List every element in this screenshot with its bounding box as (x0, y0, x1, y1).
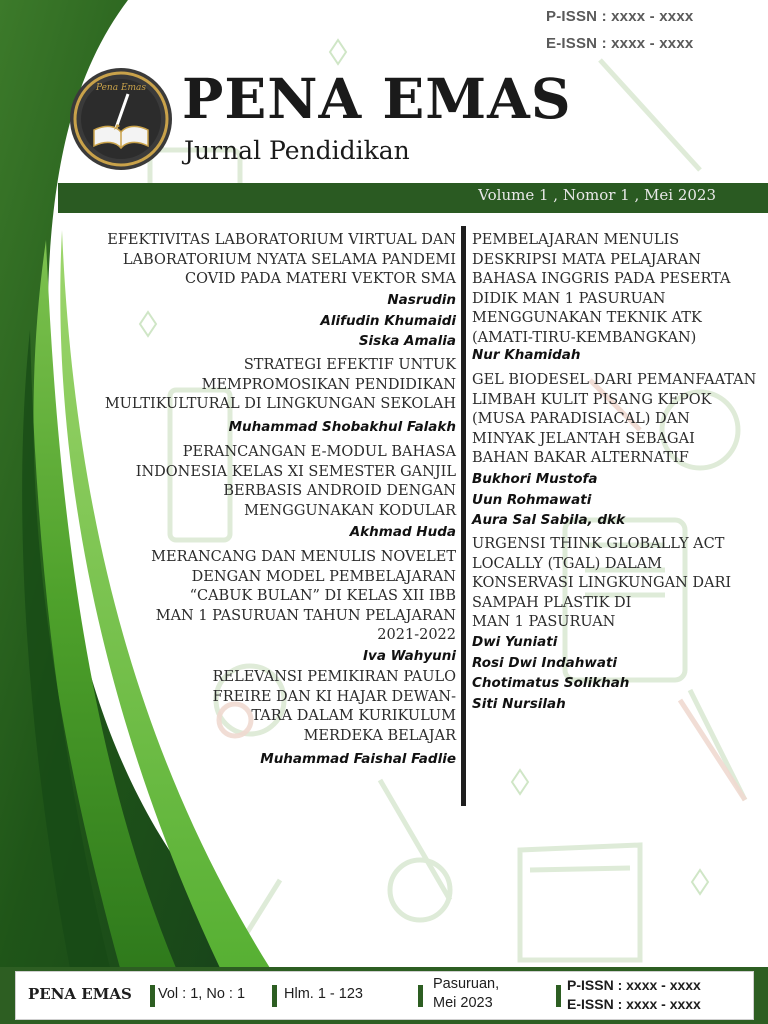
title-line: MULTIKULTURAL DI LINGKUNGAN SEKOLAH (104, 396, 456, 412)
title-line: MEMPROMOSIKAN PENDIDIKAN (201, 376, 456, 393)
author-name: Siska Amalia (358, 333, 456, 349)
footer-place: Pasuruan, (433, 976, 500, 992)
author-name: Alifudin Khumaidi (320, 312, 456, 329)
title-line: LIMBAH KULIT PISANG KEPOK (472, 391, 712, 408)
footer-journal-name: PENA EMAS (28, 985, 132, 1003)
title-line: PERANCANGAN E-MODUL BAHASA (182, 444, 456, 460)
footer-separator (150, 985, 155, 1007)
author-name: Bukhori Mustofa (472, 471, 598, 487)
article-title (105, 356, 456, 415)
journal-subtitle: Jurnal Pendidikan (184, 136, 410, 165)
title-line: MAN 1 PASURUAN (472, 614, 616, 630)
title-line: (AMATI-TIRU-KEMBANGKAN) (472, 329, 697, 346)
article-authors (472, 469, 625, 531)
article-title (472, 535, 731, 633)
article-title (136, 443, 456, 521)
title-line: “CABUK BULAN” DI KELAS XII IBB (189, 588, 456, 604)
footer-separator (272, 985, 277, 1007)
footer-date: Mei 2023 (433, 995, 493, 1011)
title-line: (MUSA PARADISIACAL) DAN (472, 411, 690, 427)
title-line: FREIRE DAN KI HAJAR DEWAN- (212, 688, 456, 705)
article-authors (229, 417, 456, 438)
author-name: Rosi Dwi Indahwati (472, 654, 618, 671)
footer-separator (418, 985, 423, 1007)
title-line: DIDIK MAN 1 PASURUAN (472, 290, 666, 307)
title-line: MAN 1 PASURUAN TAHUN PELAJARAN (155, 607, 456, 624)
article-authors (260, 749, 456, 770)
title-line: 2021-2022 (377, 627, 456, 643)
footer-electronic-issn: E-ISSN : xxxx - xxxx (567, 996, 701, 1012)
logo-text: Pena Emas (95, 83, 147, 93)
article-title (151, 548, 456, 646)
title-line: TARA DALAM KURIKULUM (251, 708, 456, 724)
article-authors (350, 522, 456, 543)
volume-bar (58, 183, 768, 213)
author-name: Siti Nursilah (472, 695, 566, 712)
print-issn: P-ISSN : xxxx - xxxx (546, 8, 694, 25)
author-name: Muhammad Shobakhul Falakh (228, 419, 456, 435)
title-line: KONSERVASI LINGKUNGAN DARI (472, 575, 732, 591)
volume-info: Volume 1 , Nomor 1 , Mei 2023 (478, 186, 716, 204)
title-line: MERANCANG DAN MENULIS NOVELET (151, 549, 456, 565)
author-name: Muhammad Faishal Fadlie (260, 751, 456, 767)
footer-volume: Vol : 1, No : 1 (158, 986, 246, 1002)
title-line: INDONESIA KELAS XI SEMESTER GANJIL (135, 463, 456, 480)
title-line: BAHAN BAKAR ALTERNATIF (472, 450, 689, 466)
title-line: DENGAN MODEL PEMBELAJARAN (191, 568, 456, 585)
title-line: DESKRIPSI MATA PELAJARAN (472, 251, 701, 268)
author-name: Nur Khamidah (472, 347, 581, 363)
article-title (472, 231, 731, 348)
article-authors (363, 646, 456, 667)
title-line: LOCALLY (TGAL) DALAM (472, 555, 662, 572)
title-line: EFEKTIVITAS LABORATORIUM VIRTUAL DAN (107, 232, 456, 248)
footer-pages: Hlm. 1 - 123 (284, 986, 363, 1002)
article-authors (472, 345, 581, 366)
title-line: LABORATORIUM NYATA SELAMA PANDEMI (122, 251, 456, 268)
article-title (472, 371, 756, 469)
title-line: RELEVANSI PEMIKIRAN PAULO (212, 669, 456, 685)
footer-info-box (15, 971, 754, 1020)
article-title (107, 231, 456, 290)
title-line: MERDEKA BELAJAR (303, 727, 456, 744)
journal-logo (68, 66, 174, 172)
article-authors (472, 632, 629, 714)
electronic-issn: E-ISSN : xxxx - xxxx (546, 35, 694, 52)
title-line: GEL BIODESEL DARI PEMANFAATAN (472, 372, 757, 388)
journal-title: PENA EMAS (182, 66, 572, 131)
author-name: Iva Wahyuni (363, 648, 456, 664)
author-name: Akhmad Huda (349, 524, 456, 540)
title-line: URGENSI THINK GLOBALLY ACT (472, 536, 725, 552)
footer-print-issn: P-ISSN : xxxx - xxxx (567, 977, 701, 993)
title-line: STRATEGI EFEKTIF UNTUK (243, 357, 456, 373)
footer-separator (556, 985, 561, 1007)
author-name: Uun Rohmawati (472, 491, 592, 508)
title-line: BERBASIS ANDROID DENGAN (223, 483, 456, 499)
title-line: MINYAK JELANTAH SEBAGAI (472, 430, 695, 447)
column-divider (461, 226, 466, 806)
title-line: PEMBELAJARAN MENULIS (472, 232, 680, 248)
author-name: Nasrudin (387, 292, 456, 308)
title-line: SAMPAH PLASTIK DI (472, 594, 632, 611)
title-line: BAHASA INGGRIS PADA PESERTA (472, 271, 731, 287)
author-name: Chotimatus Solikhah (472, 675, 630, 691)
title-line: MENGGUNAKAN TEKNIK ATK (472, 310, 702, 326)
author-name: Dwi Yuniati (472, 634, 558, 650)
author-name: Aura Sal Sabila, dkk (472, 512, 625, 528)
article-authors (320, 290, 456, 352)
title-line: COVID PADA MATERI VEKTOR SMA (184, 271, 456, 287)
title-line: MENGGUNAKAN KODULAR (244, 502, 456, 519)
article-title (213, 668, 456, 746)
